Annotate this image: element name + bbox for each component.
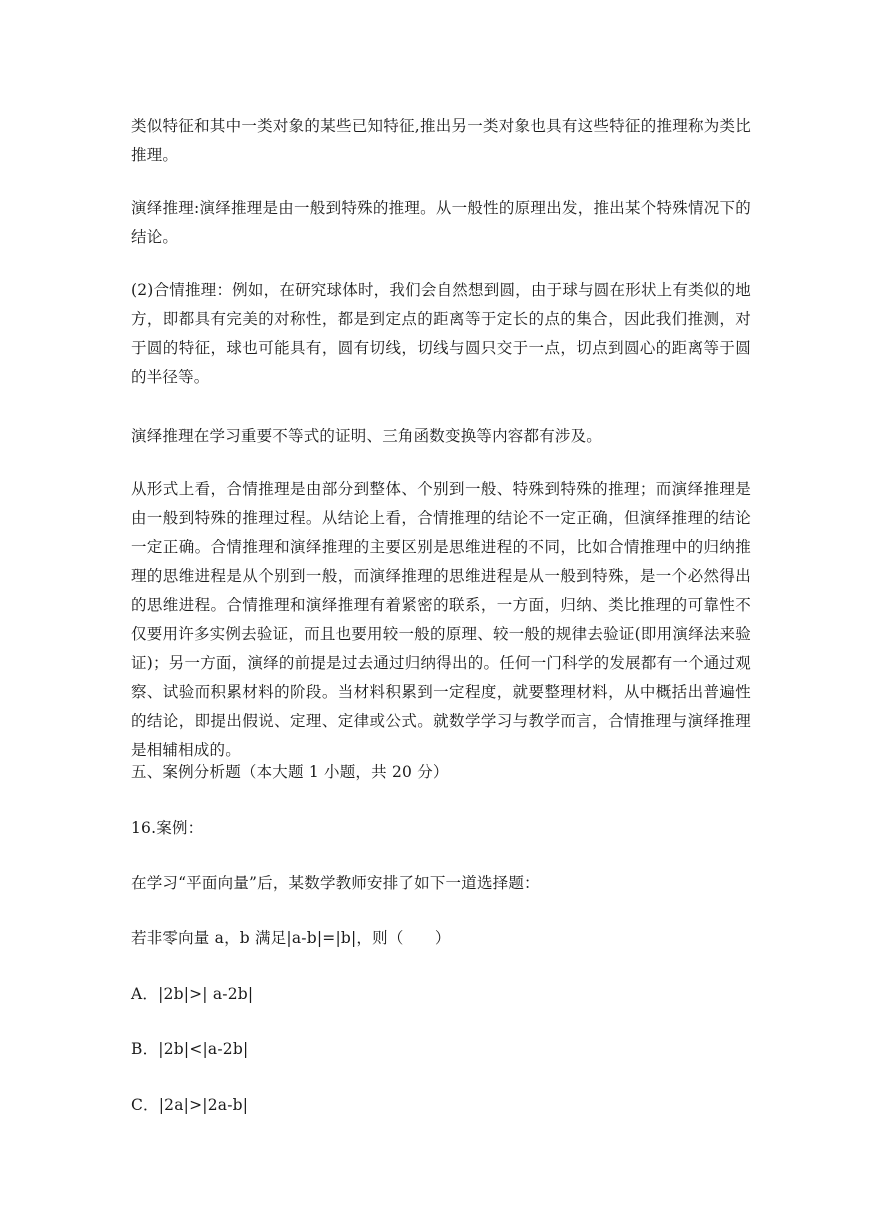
question-intro: 在学习“平面向量”后，某数学教师安排了如下一道选择题： bbox=[131, 874, 540, 892]
section-heading: 五、案例分析题（本大题 1 小题，共 20 分） bbox=[131, 763, 449, 781]
paragraph-plausible-reasoning-example: (2)合情推理：例如，在研究球体时，我们会自然想到圆，由于球与圆在形状上有类似的地方，即都具有完美的对称性，都是到定点的距离等于定长的点的集合，因此我们推测，对于圆的特征，球也可能具有，圆有切线，切线与圆只交于一点，切点到圆心的距离等于圆的半径等。 bbox=[131, 281, 751, 386]
paragraph-deduction-application: 演绎推理在学习重要不等式的证明、三角函数变换等内容都有涉及。 bbox=[131, 427, 603, 445]
question-number: 16.案例： bbox=[131, 819, 204, 837]
question-stem: 若非零向量 a，b 满足|a-b|=|b|，则（ ） bbox=[131, 929, 451, 947]
paragraph-comparison: 从形式上看，合情推理是由部分到整体、个别到一般、特殊到特殊的推理；而演绎推理是由一般到特殊的推理过程。从结论上看，合情推理的结论不一定正确，但演绎推理的结论一定正确。合情推理和演绎推理的主要区别是思维进程的不同，比如合情推理中的归纳推理的思维进程是从个别到一般，而演绎推理的思维进程是从一般到特殊，是一个必然得出的思维进程。合情推理和演绎推理有着紧密的联系，一方面，归纳、类比推理的可靠性不仅要用许多实例去验证，而且也要用较一般的原理、较一般的规律去验证(即用演绎法来验证)；另一方面，演绎的前提是过去通过归纳得出的。任何一门科学的发展都有一个通过观察、试验而积累材料的阶段。当材料积累到一定程度，就要整理材料，从中概括出普遍性的结论，即提出假说、定理、定律或公式。就数学学习与教学而言，合情推理与演绎推理是相辅相成的。 bbox=[131, 480, 751, 759]
option-b: B．|2b|<|a-2b| bbox=[131, 1040, 249, 1058]
option-c: C．|2a|>|2a-b| bbox=[131, 1096, 249, 1114]
paragraph-deduction-definition: 演绎推理:演绎推理是由一般到特殊的推理。从一般性的原理出发，推出某个特殊情况下的结论。 bbox=[131, 199, 751, 246]
option-a: A．|2b|>| a-2b| bbox=[131, 985, 254, 1003]
paragraph-analogy-definition: 类似特征和其中一类对象的某些已知特征,推出另一类对象也具有这些特征的推理称为类比推理。 bbox=[131, 117, 751, 164]
